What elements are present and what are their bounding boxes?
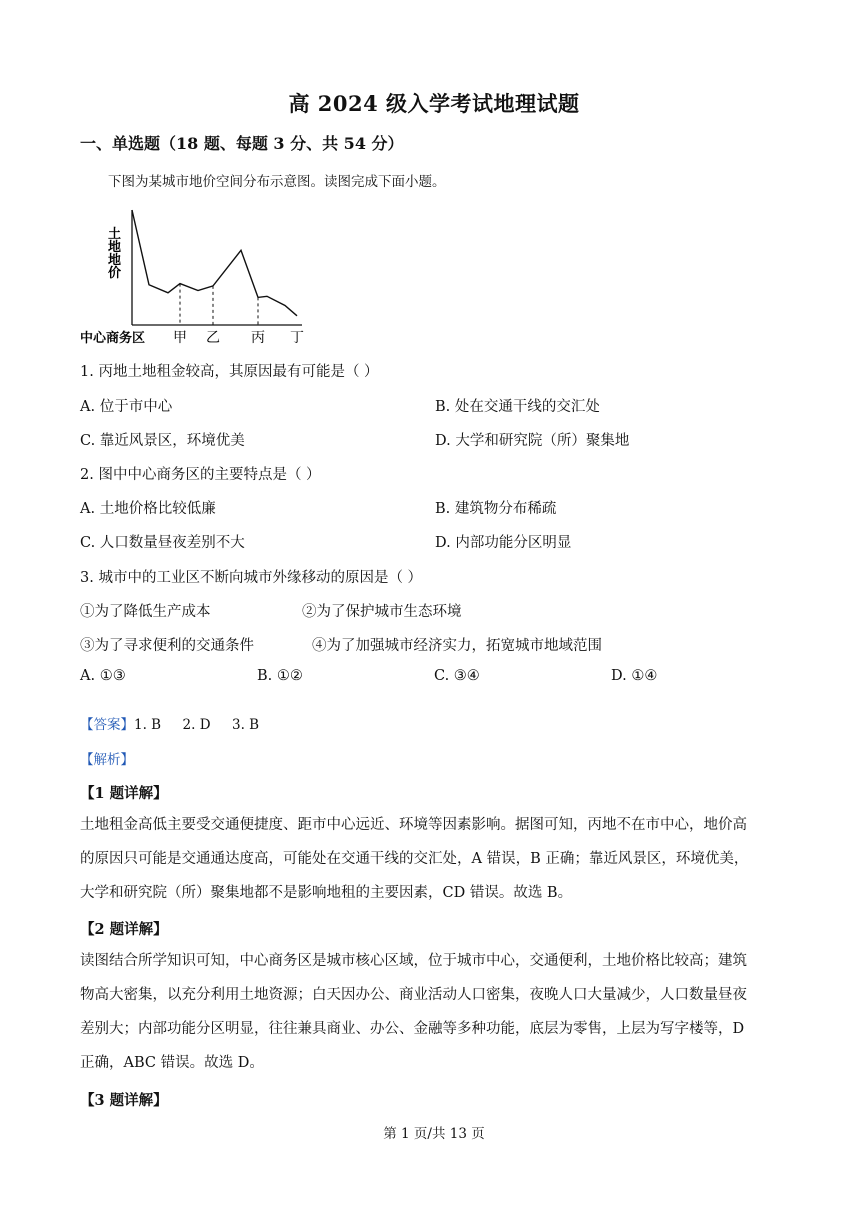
question-1-stem: 1. 丙地土地租金较高，其原因最有可能是（ ） <box>80 364 379 380</box>
y-axis-label <box>108 226 121 281</box>
question-2-option-c: C. 人口数量昼夜差别不大 <box>80 535 245 551</box>
question-3-statement-2: ②为了保护城市生态环境 <box>302 604 462 620</box>
answer-line <box>80 713 259 733</box>
question-1-option-d: D. 大学和研究院（所）聚集地 <box>435 433 630 449</box>
question-2-option-b: B. 建筑物分布稀疏 <box>435 501 557 517</box>
answer-tag: 【答案】 <box>80 717 134 733</box>
question-3-option-d: D. ①④ <box>611 668 658 684</box>
question-3-statement-3: ③为了寻求便利的交通条件 <box>80 638 254 654</box>
question-2-option-d: D. 内部功能分区明显 <box>435 535 572 551</box>
point-label-2: 乙 <box>206 330 220 346</box>
question-2-option-a: A. 土地价格比较低廉 <box>80 501 216 517</box>
land-price-line <box>132 210 297 316</box>
x-origin-label: 中心商务区 <box>80 331 146 346</box>
detail-1-text <box>80 808 788 910</box>
page-footer: 第 1 页/共 13 页 <box>383 1126 485 1142</box>
land-price-figure <box>70 200 320 350</box>
section-heading: 一、单选题（18 题、每题 3 分、共 54 分） <box>80 134 404 153</box>
detail-line: 物高大密集，以充分利用土地资源；白天因办公、商业活动人口密集，夜晚人口大量减少，人口数量昼夜 <box>80 987 747 1003</box>
y-axis-label-char: 地 <box>108 253 122 268</box>
detail-2-text <box>80 944 788 1080</box>
detail-1-heading: 【1 题详解】 <box>80 785 168 802</box>
question-3-option-b: B. ①② <box>257 668 303 684</box>
question-3-statement-1: ①为了降低生产成本 <box>80 604 211 620</box>
detail-line: 大学和研究院（所）聚集地都不是影响地租的主要因素，CD 错误。故选 B。 <box>80 885 573 901</box>
detail-line: 正确，ABC 错误。故选 D。 <box>80 1055 264 1071</box>
question-intro: 下图为某城市地价空间分布示意图。读图完成下面小题。 <box>108 174 446 190</box>
y-axis-label-char: 地 <box>108 240 122 255</box>
y-axis-label-char: 价 <box>108 266 122 281</box>
question-3-stem: 3. 城市中的工业区不断向城市外缘移动的原因是（ ） <box>80 570 423 586</box>
question-3-option-c: C. ③④ <box>434 668 480 684</box>
detail-2-heading: 【2 题详解】 <box>80 921 168 938</box>
point-label-1: 甲 <box>173 330 187 346</box>
detail-3-heading: 【3 题详解】 <box>80 1092 168 1109</box>
detail-line: 读图结合所学知识可知，中心商务区是城市核心区域，位于城市中心，交通便利，土地价格比较高；建筑 <box>80 953 747 969</box>
detail-line: 差别大；内部功能分区明显，往往兼具商业、办公、金融等多种功能，底层为零售，上层为写字楼等，D <box>80 1021 745 1037</box>
question-1-option-a: A. 位于市中心 <box>80 399 173 415</box>
question-2-stem: 2. 图中中心商务区的主要特点是（ ） <box>80 467 321 483</box>
answer-values: 1. B 2. D 3. B <box>134 717 260 733</box>
detail-line: 土地租金高低主要受交通便捷度、距市中心远近、环境等因素影响。据图可知，丙地不在市中心，地价高 <box>80 817 747 833</box>
analysis-tag: 【解析】 <box>80 752 134 768</box>
point-label-4: 丁 <box>290 330 304 346</box>
y-axis-label-char: 土 <box>108 227 122 242</box>
question-1-option-c: C. 靠近风景区，环境优美 <box>80 433 245 449</box>
page-title: 高 2024 级入学考试地理试题 <box>288 91 580 116</box>
question-3-option-a: A. ①③ <box>80 668 126 684</box>
question-1-option-b: B. 处在交通干线的交汇处 <box>435 399 600 415</box>
question-3-statement-4: ④为了加强城市经济实力，拓宽城市地域范围 <box>312 638 602 654</box>
point-label-3: 丙 <box>251 330 265 346</box>
detail-line: 的原因只可能是交通通达度高，可能处在交通干线的交汇处，A 错误，B 正确；靠近风景区，环境优美， <box>80 851 749 867</box>
